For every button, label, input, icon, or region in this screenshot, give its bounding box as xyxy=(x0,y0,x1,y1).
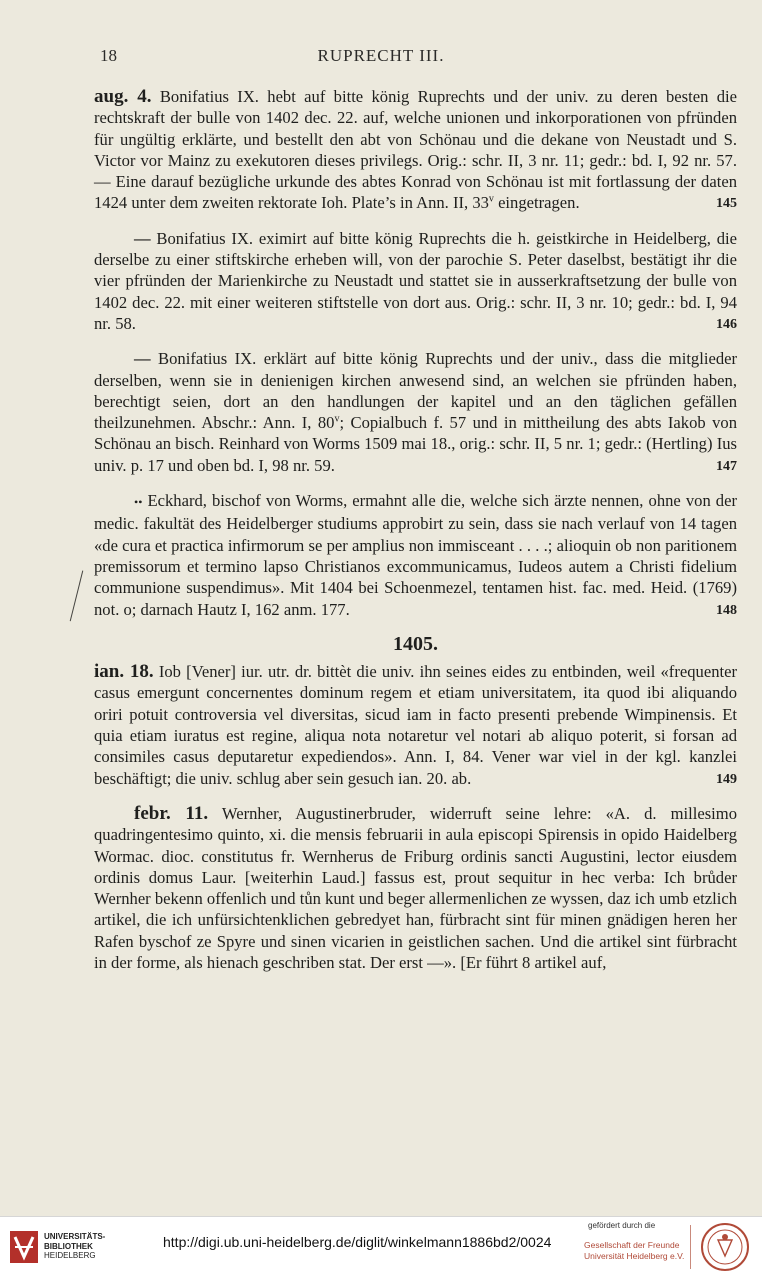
entry-150 xyxy=(94,803,737,973)
page-number: 18 xyxy=(100,46,117,65)
entry-number: 147 xyxy=(716,458,737,474)
entry-text: Iob [Vener] iur. utr. dr. bittèt die univ. ihn seines eides zu entbinden, weil «frequenter casus emergunt concernentes dominum regem et etiam universitatem, ita quod ibi aliquando oriri potuit controversia vel diversitas, sicud iam in facto presenti prebende Wimpinensis. Et quia etiam iuratus est regine, aliqua nota notaretur vel notari ab aliquo poterit, si forsan ad consimiles casus deputaretur expediendos». Ann. I, 84. Vener war viel in der kgl. kanzlei beschäftigt; die univ. schlug aber sein gesuch ian. 20. ab. xyxy=(94,662,737,788)
entry-text: Bonifatius IX. erklärt auf bitte könig Ruprechts und der univ., dass die mitglieder derselben, wenn sie in denienigen kirchen anwesend sind, an welchen sie pfründen haben, berechtigt seien, dort an den handlungen der kapitel und an den täglichen gefällen theilzunehmen. Abschr.: Ann. I, 80 xyxy=(94,349,738,433)
library-name xyxy=(44,1232,105,1261)
year-heading: 1405. xyxy=(393,632,438,655)
library-name-line: HEIDELBERG xyxy=(44,1251,96,1260)
entry-dash: — xyxy=(134,228,151,248)
running-title: RUPRECHT III. xyxy=(317,46,445,65)
library-logo-icon xyxy=(8,1227,40,1267)
university-seal-icon xyxy=(700,1222,750,1272)
entry-number: 145 xyxy=(716,196,737,212)
entry-text: Wernher, Augustinerbruder, widerruft seine lehre: «A. d. millesimo quadringentesimo quinto, xi. die mensis februarii in aula episcopi Spirensis in opido Haidelberg Wormac. dioc. constitutus fr. Wernherus de Friburg ordinis sancti Augustini, lector eiusdem ordinis domus Laur. [weiterhin Laud.] fassus est, prout sequitur in hec verba: Ich brůder Wernher bekenn offenlich und tůn kunt und beger allermenlichen ze wyssen, daz ich umb etzlich artikel, die ich unfürsichtenklichen gebredyet han, fürbracht sint für minen gnädigen heren her Rafen byschof ze Spyre und sinen vicarien in geistlichen sachen. Und die artikel sint fürbracht in der forme, als hienach geschriben stat. Der erst —». [Er führt 8 artikel auf, xyxy=(94,803,737,972)
sponsor-name: Gesellschaft der Freunde xyxy=(584,1240,680,1250)
permalink-url[interactable]: http://digi.ub.uni-heidelberg.de/diglit/winkelmann1886bd2/0024 xyxy=(163,1234,552,1250)
entry-148 xyxy=(94,490,737,620)
entry-149 xyxy=(94,661,737,789)
entry-146 xyxy=(94,228,737,334)
entry-bullets: •• xyxy=(134,495,143,510)
entry-date: ian. 18. xyxy=(94,661,154,683)
sponsor-name-line2: Universität Heidelberg e.V. xyxy=(584,1251,685,1261)
library-name-line: UNIVERSITÄTS- xyxy=(44,1232,106,1241)
entry-145 xyxy=(94,86,737,214)
entry-number: 149 xyxy=(716,771,737,787)
entry-text-tail: ; Copialbuch f. 57 und in mittheilung des abts Iakob von Schönau an bisch. Reinhard von Worms 1509 mai 18., orig.: schr. II, 5 nr. 1; gedr.: (Hertling) Ius univ. p. 17 und oben bd. I, 98 nr. 59. xyxy=(94,413,737,475)
library-name-line: BIBLIOTHEK xyxy=(44,1241,93,1251)
divider xyxy=(690,1225,691,1269)
margin-pencil-mark xyxy=(70,571,85,622)
page-body xyxy=(94,86,737,987)
entry-date: febr. 11. xyxy=(134,802,209,824)
entry-sup: v xyxy=(488,193,494,205)
entry-text: Bonifatius IX. hebt auf bitte könig Ruprechts und der univ. zu deren besten die rechtskraft der bulle von 1402 dec. 22. auf, welche unionen und inkorporationen von pfründen für ungültig erklärte, und bestellt den abt von Schönau und die dekane von Neustadt und S. Victor vor Mainz zu exekutoren dieses privilegs. Orig.: schr. II, 3 nr. 11; gedr.: bd. I, 92 nr. 57. — Eine darauf bezügliche urkunde des abtes Konrad von Schönau ist mit fortlassung der daten 1424 unter dem zweiten rektorate Ioh. Plate’s in Ann. II, 33 xyxy=(94,87,737,213)
digitization-footer xyxy=(0,1216,762,1274)
entry-text: Eckhard, bischof von Worms, ermahnt alle die, welche sich ärzte nennen, ohne von der medic. fakultät des Heidelberger studiums approbirt zu sein, dass sie nach verlauf von 14 tagen «de cura et practica infirmorum se per amplius non immisceant . . . .; alioquin ob non paritionem premissorum et termino lapso Christianos excommunicamus, Iudeos autem a Christi fidelium communione suspendimus». Mit 1404 bei Schoenmezel, tentamen hist. fac. med. Heid. (1769) not. o; darnach Hautz I, 162 anm. 177. xyxy=(94,491,737,619)
entry-dash: — xyxy=(134,349,151,369)
entry-number: 148 xyxy=(716,602,737,618)
entry-text: Bonifatius IX. eximirt auf bitte könig Ruprechts die h. geistkirche in Heidelberg, die derselbe zu einer stiftskirche erheben will, von der parochie S. Peter daselbst, bestätigt ihr die vier pfründen der Marienkirche zu Neustadt und stattet sie in ausserkraftsetzung der bulle von 1402 dec. 22. mit einer weiteren stiftstelle von dort aus. Orig.: schr. II, 3 nr. 10; gedr.: bd. I, 94 nr. 58. xyxy=(94,228,737,333)
entry-date: aug. 4. xyxy=(94,86,152,107)
entry-sup: v xyxy=(334,413,340,425)
entry-147 xyxy=(94,348,737,476)
entry-text-tail: eingetragen. xyxy=(493,193,580,213)
entry-number: 146 xyxy=(716,316,737,332)
sponsor-label: gefördert durch die xyxy=(588,1221,656,1230)
